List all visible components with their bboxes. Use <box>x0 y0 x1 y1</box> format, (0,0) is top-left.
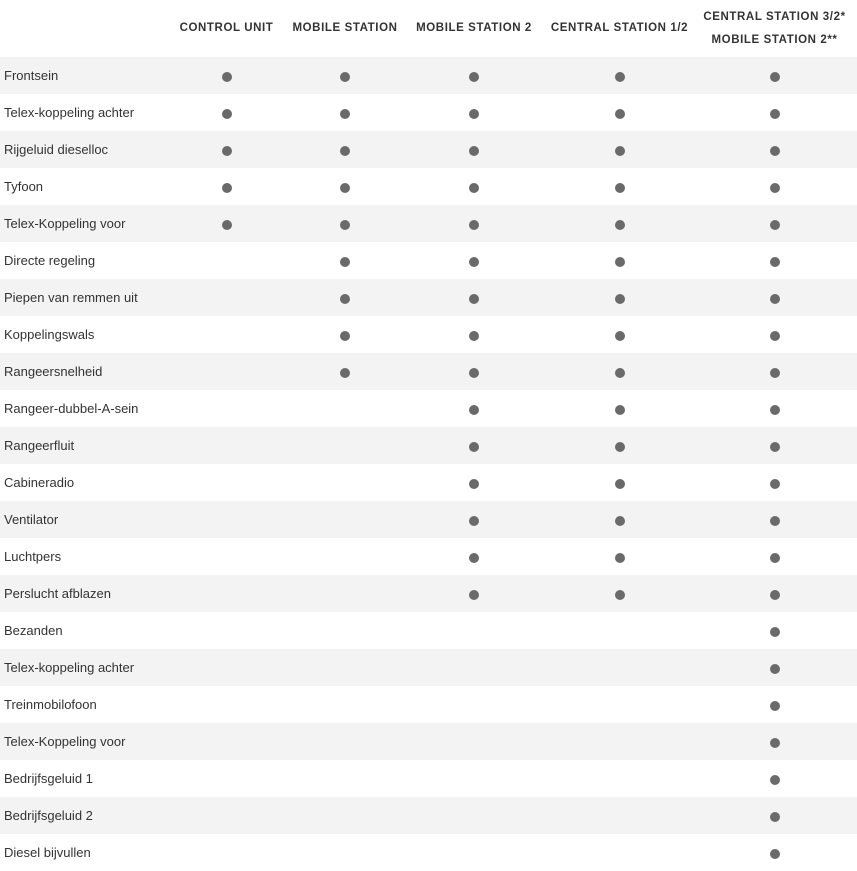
function-name: Piepen van remmen uit <box>0 279 164 316</box>
filled-circle-icon <box>615 590 625 600</box>
function-name: Treinmobilofoon <box>0 686 164 723</box>
table-row <box>0 464 857 501</box>
support-cell <box>164 501 289 538</box>
function-name: Directe regeling <box>0 242 164 279</box>
filled-circle-icon <box>469 331 479 341</box>
filled-circle-icon <box>770 627 780 637</box>
table-row <box>0 131 857 168</box>
table-row <box>0 279 857 316</box>
filled-circle-icon <box>770 331 780 341</box>
filled-circle-icon <box>469 368 479 378</box>
support-cell <box>164 390 289 427</box>
support-cell <box>289 760 401 797</box>
support-cell <box>289 464 401 501</box>
filled-circle-icon <box>615 368 625 378</box>
support-cell <box>547 723 692 760</box>
support-cell <box>692 94 857 131</box>
filled-circle-icon <box>615 220 625 230</box>
support-cell <box>692 538 857 575</box>
support-cell <box>547 94 692 131</box>
support-cell <box>547 168 692 205</box>
filled-circle-icon <box>770 701 780 711</box>
filled-circle-icon <box>469 257 479 267</box>
support-cell <box>164 131 289 168</box>
table-row <box>0 649 857 686</box>
support-cell <box>289 538 401 575</box>
support-cell <box>692 649 857 686</box>
column-header-central-station-1-2 <box>547 0 692 57</box>
support-cell <box>547 686 692 723</box>
filled-circle-icon <box>770 553 780 563</box>
filled-circle-icon <box>615 146 625 156</box>
support-cell <box>547 242 692 279</box>
filled-circle-icon <box>222 183 232 193</box>
support-cell <box>401 279 547 316</box>
filled-circle-icon <box>222 220 232 230</box>
filled-circle-icon <box>770 72 780 82</box>
support-cell <box>401 427 547 464</box>
support-cell <box>401 94 547 131</box>
filled-circle-icon <box>770 812 780 822</box>
function-name: Rijgeluid dieselloc <box>0 131 164 168</box>
support-cell <box>547 834 692 871</box>
support-cell <box>164 612 289 649</box>
function-name: Diesel bijvullen <box>0 834 164 871</box>
support-cell <box>692 723 857 760</box>
filled-circle-icon <box>469 405 479 415</box>
filled-circle-icon <box>770 664 780 674</box>
support-cell <box>289 686 401 723</box>
support-cell <box>401 760 547 797</box>
support-cell <box>547 612 692 649</box>
support-cell <box>164 353 289 390</box>
function-name: Cabineradio <box>0 464 164 501</box>
function-name: Perslucht afblazen <box>0 575 164 612</box>
filled-circle-icon <box>770 516 780 526</box>
filled-circle-icon <box>770 183 780 193</box>
support-cell <box>289 316 401 353</box>
table-row <box>0 723 857 760</box>
support-cell <box>401 649 547 686</box>
filled-circle-icon <box>340 183 350 193</box>
column-header-label: CENTRAL STATION 3/2* <box>703 10 846 23</box>
support-cell <box>164 205 289 242</box>
support-cell <box>289 427 401 464</box>
column-header-control-unit <box>164 0 289 57</box>
column-header-label: CONTROL UNIT <box>179 22 274 34</box>
support-cell <box>547 57 692 94</box>
filled-circle-icon <box>340 257 350 267</box>
filled-circle-icon <box>615 183 625 193</box>
support-cell <box>289 390 401 427</box>
support-cell <box>164 538 289 575</box>
function-name: Tyfoon <box>0 168 164 205</box>
support-cell <box>547 464 692 501</box>
table-row <box>0 57 857 94</box>
filled-circle-icon <box>469 553 479 563</box>
support-cell <box>289 57 401 94</box>
filled-circle-icon <box>770 368 780 378</box>
support-cell <box>692 612 857 649</box>
filled-circle-icon <box>770 849 780 859</box>
function-name: Bedrijfsgeluid 1 <box>0 760 164 797</box>
table-row <box>0 760 857 797</box>
support-cell <box>692 205 857 242</box>
support-cell <box>289 723 401 760</box>
support-cell <box>401 353 547 390</box>
filled-circle-icon <box>770 146 780 156</box>
support-cell <box>401 612 547 649</box>
support-cell <box>401 723 547 760</box>
table-row <box>0 612 857 649</box>
table-header-row <box>0 0 857 57</box>
support-cell <box>692 501 857 538</box>
function-name-header <box>0 0 164 57</box>
column-header-label-secondary: MOBILE STATION 2** <box>711 33 838 46</box>
support-cell <box>547 279 692 316</box>
support-cell <box>401 316 547 353</box>
support-cell <box>164 760 289 797</box>
table-row <box>0 353 857 390</box>
filled-circle-icon <box>615 479 625 489</box>
support-cell <box>692 797 857 834</box>
filled-circle-icon <box>770 775 780 785</box>
support-cell <box>289 242 401 279</box>
function-name: Rangeersnelheid <box>0 353 164 390</box>
filled-circle-icon <box>615 442 625 452</box>
table-body <box>0 57 857 871</box>
support-cell <box>164 279 289 316</box>
column-header-central-station-3-2 <box>692 0 857 57</box>
function-name: Koppelingswals <box>0 316 164 353</box>
table-row <box>0 575 857 612</box>
filled-circle-icon <box>340 146 350 156</box>
filled-circle-icon <box>770 590 780 600</box>
table-row <box>0 205 857 242</box>
function-name: Frontsein <box>0 57 164 94</box>
support-cell <box>164 834 289 871</box>
support-cell <box>401 168 547 205</box>
support-cell <box>547 205 692 242</box>
table-row <box>0 427 857 464</box>
support-cell <box>692 390 857 427</box>
support-cell <box>164 575 289 612</box>
support-cell <box>164 316 289 353</box>
support-cell <box>692 168 857 205</box>
support-cell <box>692 279 857 316</box>
support-cell <box>289 501 401 538</box>
filled-circle-icon <box>770 220 780 230</box>
table-row <box>0 168 857 205</box>
support-cell <box>692 242 857 279</box>
support-cell <box>401 834 547 871</box>
support-cell <box>289 353 401 390</box>
function-name: Bedrijfsgeluid 2 <box>0 797 164 834</box>
filled-circle-icon <box>340 220 350 230</box>
support-cell <box>401 797 547 834</box>
support-cell <box>289 797 401 834</box>
table-row <box>0 797 857 834</box>
filled-circle-icon <box>770 479 780 489</box>
filled-circle-icon <box>615 257 625 267</box>
support-cell <box>547 797 692 834</box>
support-cell <box>164 649 289 686</box>
support-cell <box>547 649 692 686</box>
filled-circle-icon <box>615 72 625 82</box>
support-cell <box>401 242 547 279</box>
filled-circle-icon <box>770 738 780 748</box>
filled-circle-icon <box>770 109 780 119</box>
function-name: Bezanden <box>0 612 164 649</box>
column-header-mobile-station-2 <box>401 0 547 57</box>
support-cell <box>547 427 692 464</box>
function-name: Rangeerfluit <box>0 427 164 464</box>
function-name: Telex-Koppeling voor <box>0 205 164 242</box>
support-cell <box>692 57 857 94</box>
support-cell <box>692 760 857 797</box>
filled-circle-icon <box>615 294 625 304</box>
support-cell <box>692 834 857 871</box>
support-cell <box>164 686 289 723</box>
support-cell <box>692 353 857 390</box>
support-cell <box>164 797 289 834</box>
table-row <box>0 834 857 871</box>
support-cell <box>164 427 289 464</box>
support-cell <box>401 575 547 612</box>
support-cell <box>289 649 401 686</box>
table-row <box>0 538 857 575</box>
filled-circle-icon <box>469 516 479 526</box>
filled-circle-icon <box>770 294 780 304</box>
filled-circle-icon <box>340 368 350 378</box>
support-cell <box>401 131 547 168</box>
support-cell <box>547 390 692 427</box>
support-cell <box>547 316 692 353</box>
filled-circle-icon <box>615 331 625 341</box>
support-cell <box>164 242 289 279</box>
table-row <box>0 316 857 353</box>
function-name: Telex-koppeling achter <box>0 649 164 686</box>
support-cell <box>289 575 401 612</box>
table-row <box>0 94 857 131</box>
support-cell <box>692 427 857 464</box>
support-cell <box>692 686 857 723</box>
support-cell <box>289 834 401 871</box>
support-cell <box>401 464 547 501</box>
table-row <box>0 501 857 538</box>
support-cell <box>289 94 401 131</box>
column-header-label: CENTRAL STATION 1/2 <box>550 22 689 34</box>
function-name: Rangeer-dubbel-A-sein <box>0 390 164 427</box>
filled-circle-icon <box>469 72 479 82</box>
filled-circle-icon <box>615 405 625 415</box>
column-header-mobile-station <box>289 0 401 57</box>
support-cell <box>289 131 401 168</box>
support-cell <box>289 168 401 205</box>
function-name: Telex-Koppeling voor <box>0 723 164 760</box>
support-cell <box>164 57 289 94</box>
support-cell <box>547 575 692 612</box>
filled-circle-icon <box>469 442 479 452</box>
filled-circle-icon <box>770 257 780 267</box>
support-cell <box>289 612 401 649</box>
filled-circle-icon <box>340 294 350 304</box>
support-cell <box>547 353 692 390</box>
support-cell <box>547 501 692 538</box>
column-header-label: MOBILE STATION 2 <box>416 22 532 34</box>
table-row <box>0 686 857 723</box>
support-cell <box>692 575 857 612</box>
filled-circle-icon <box>222 109 232 119</box>
support-cell <box>401 538 547 575</box>
support-cell <box>547 760 692 797</box>
filled-circle-icon <box>615 553 625 563</box>
support-cell <box>401 205 547 242</box>
filled-circle-icon <box>340 109 350 119</box>
support-cell <box>164 723 289 760</box>
filled-circle-icon <box>340 331 350 341</box>
filled-circle-icon <box>770 405 780 415</box>
support-cell <box>289 279 401 316</box>
support-cell <box>164 168 289 205</box>
filled-circle-icon <box>469 220 479 230</box>
function-name: Luchtpers <box>0 538 164 575</box>
support-cell <box>401 501 547 538</box>
filled-circle-icon <box>770 442 780 452</box>
table-row <box>0 242 857 279</box>
filled-circle-icon <box>340 72 350 82</box>
filled-circle-icon <box>469 479 479 489</box>
support-cell <box>692 464 857 501</box>
filled-circle-icon <box>222 146 232 156</box>
support-cell <box>289 205 401 242</box>
filled-circle-icon <box>222 72 232 82</box>
support-cell <box>547 131 692 168</box>
filled-circle-icon <box>469 183 479 193</box>
support-cell <box>164 464 289 501</box>
filled-circle-icon <box>615 109 625 119</box>
column-header-label: MOBILE STATION <box>292 22 398 34</box>
table-row <box>0 390 857 427</box>
filled-circle-icon <box>469 590 479 600</box>
function-name: Ventilator <box>0 501 164 538</box>
filled-circle-icon <box>615 516 625 526</box>
support-cell <box>547 538 692 575</box>
filled-circle-icon <box>469 146 479 156</box>
support-cell <box>692 131 857 168</box>
support-cell <box>401 57 547 94</box>
function-name: Telex-koppeling achter <box>0 94 164 131</box>
support-cell <box>692 316 857 353</box>
support-cell <box>164 94 289 131</box>
filled-circle-icon <box>469 109 479 119</box>
support-cell <box>401 686 547 723</box>
filled-circle-icon <box>469 294 479 304</box>
support-cell <box>401 390 547 427</box>
